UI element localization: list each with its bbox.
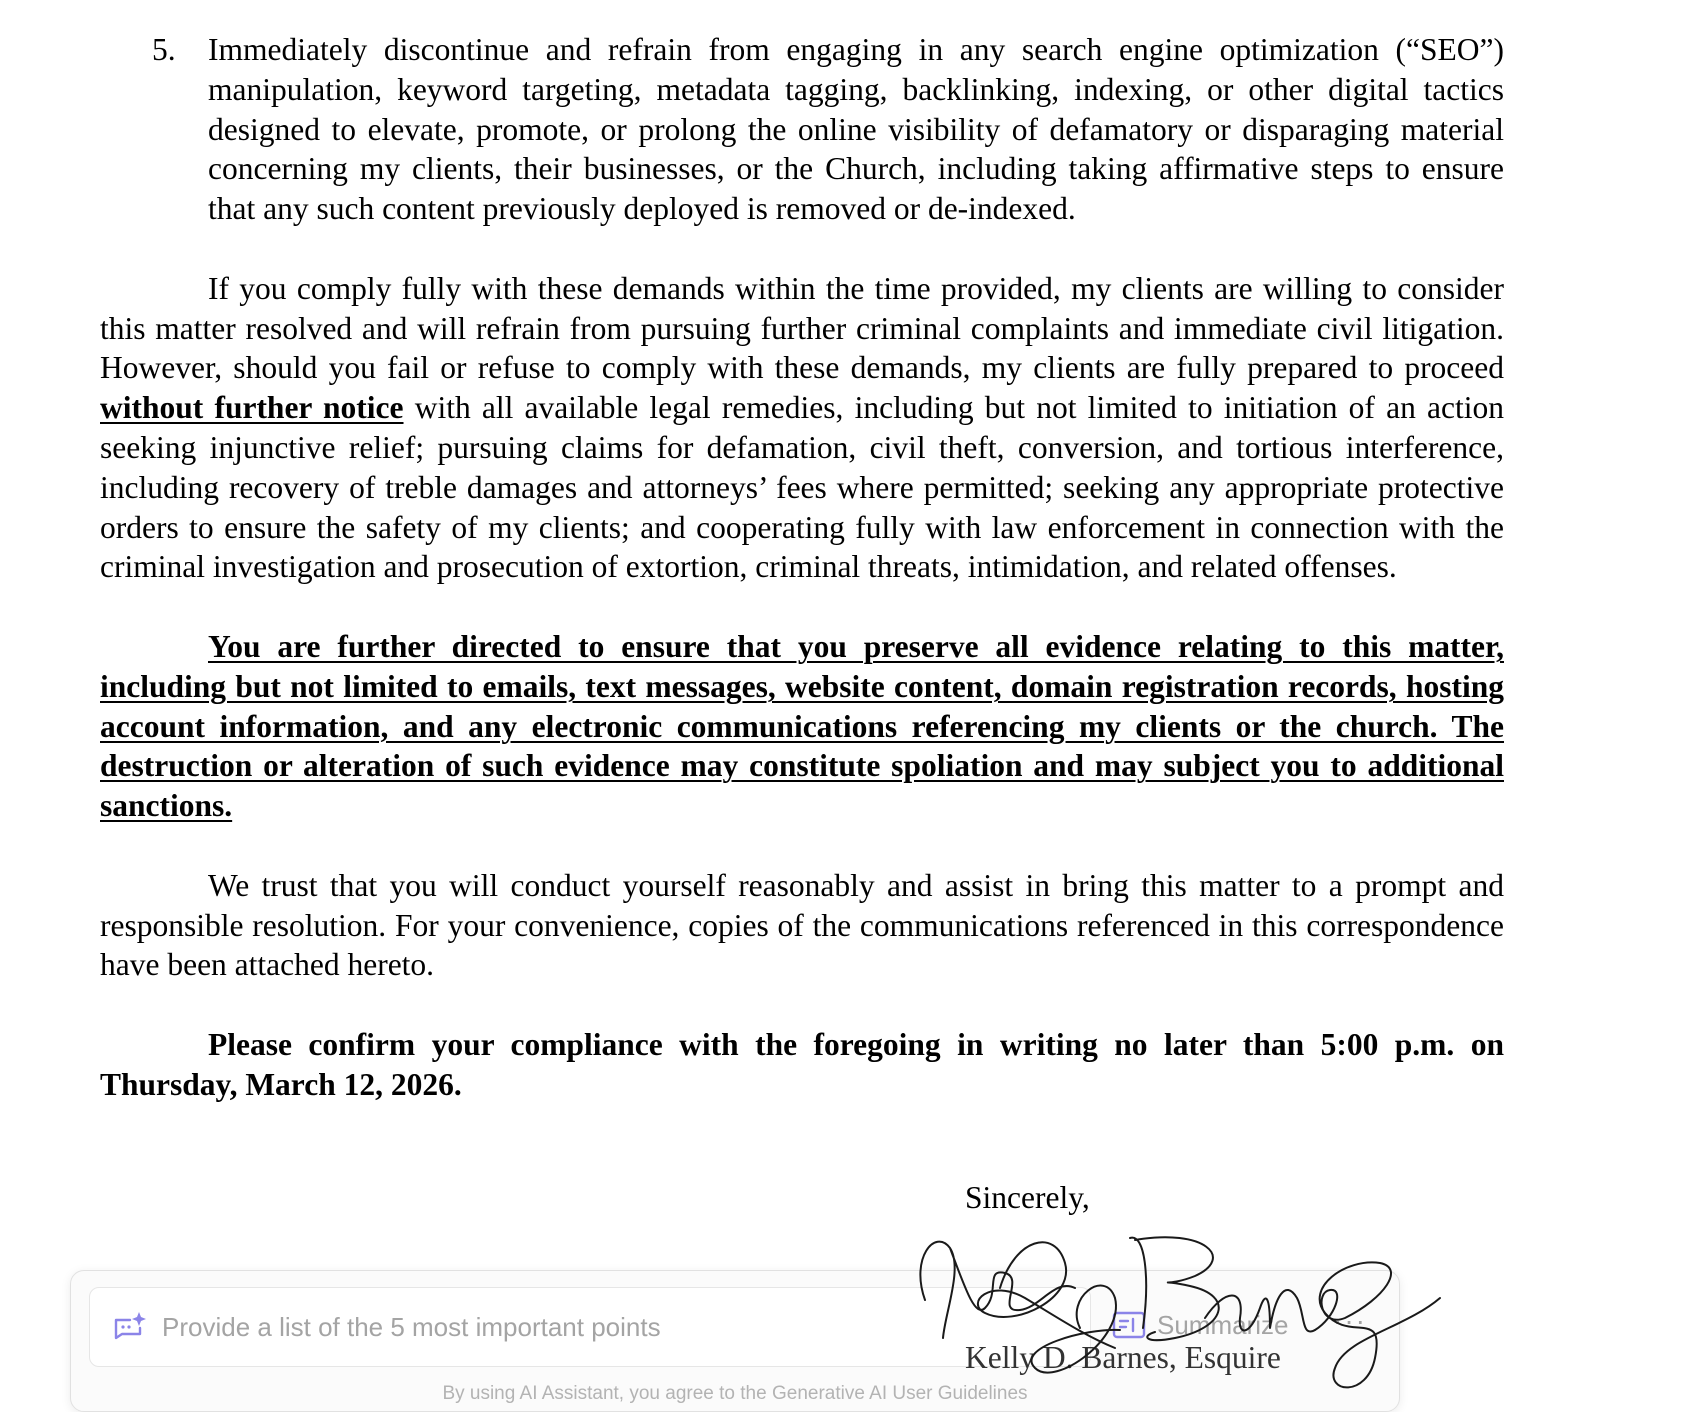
compliance-text-before: If you comply fully with these demands within the time provided, my clients are willing to consider this matter resolved and will refrain from pursuing further criminal complaints and immediate civil litigation. However, should you fail or refuse to comply with these demands, my clients are fully prepared to proceed xyxy=(100,270,1504,386)
summarize-icon xyxy=(1111,1309,1147,1341)
trust-paragraph: We trust that you will conduct yourself reasonably and assist in bring this matter to a prompt and responsible resolution. For your convenience, copies of the communications referenced in this correspondence have been attached hereto. xyxy=(100,867,1504,983)
demand-item-5 xyxy=(100,30,1504,229)
list-number: 5. xyxy=(152,32,176,67)
closing-salutation: Sincerely, xyxy=(965,1180,1090,1215)
ai-sparkle-chat-icon xyxy=(112,1310,148,1344)
summarize-label: Summarize xyxy=(1157,1309,1289,1340)
ai-prompt-placeholder: Provide a list of the 5 most important points xyxy=(162,1312,661,1342)
demand-item-text: Immediately discontinue and refrain from engaging in any search engine optimization (“SEO”) manipulation, keyword targeting, metadata tagging, backlinking, indexing, or other digital tactics designed to elevate, promote, or prolong the online visibility of defamatory or disparaging material concerning my clients, their businesses, or the Church, including taking affirmative steps to ensure that any such content previously deployed is removed or de-indexed. xyxy=(208,32,1504,227)
confirm-deadline-paragraph: Please confirm your compliance with the foregoing in writing no later than 5:00 p.m. on Thursday, March 12, 2026. xyxy=(100,1026,1504,1102)
ai-disclaimer: By using AI Assistant, you agree to the Generative AI User Guidelines xyxy=(442,1383,1028,1404)
ai-prompt-input[interactable] xyxy=(89,1287,1091,1367)
compliance-text-after: with all available legal remedies, including but not limited to initiation of an action seeking injunctive relief; pursuing claims for defamation, civil theft, conversion, and tortious interference, including recovery of treble damages and attorneys’ fees where permitted; seeking any appropriate protective orders to ensure the safety of my clients; and cooperating fully with law enforcement in connection with the criminal investigation and prosecution of extortion, criminal threats, intimidation, and related offenses. xyxy=(100,390,1504,585)
without-further-notice-emphasis: without further notice xyxy=(100,390,404,426)
compliance-paragraph xyxy=(100,269,1504,587)
more-options-button[interactable]: ··· xyxy=(1333,1305,1367,1336)
preserve-evidence-paragraph: You are further directed to ensure that you preserve all evidence relating to this matter, including but not limited to emails, text messages, website content, domain registration records, hosting account information, and any electronic communications referencing my clients or the church. The destruction or alteration of such evidence may constitute spoliation and may subject you to additional sanctions. xyxy=(100,628,1504,824)
letter-body xyxy=(100,30,1504,1105)
signer-name: Kelly D. Barnes, Esquire xyxy=(965,1340,1281,1375)
